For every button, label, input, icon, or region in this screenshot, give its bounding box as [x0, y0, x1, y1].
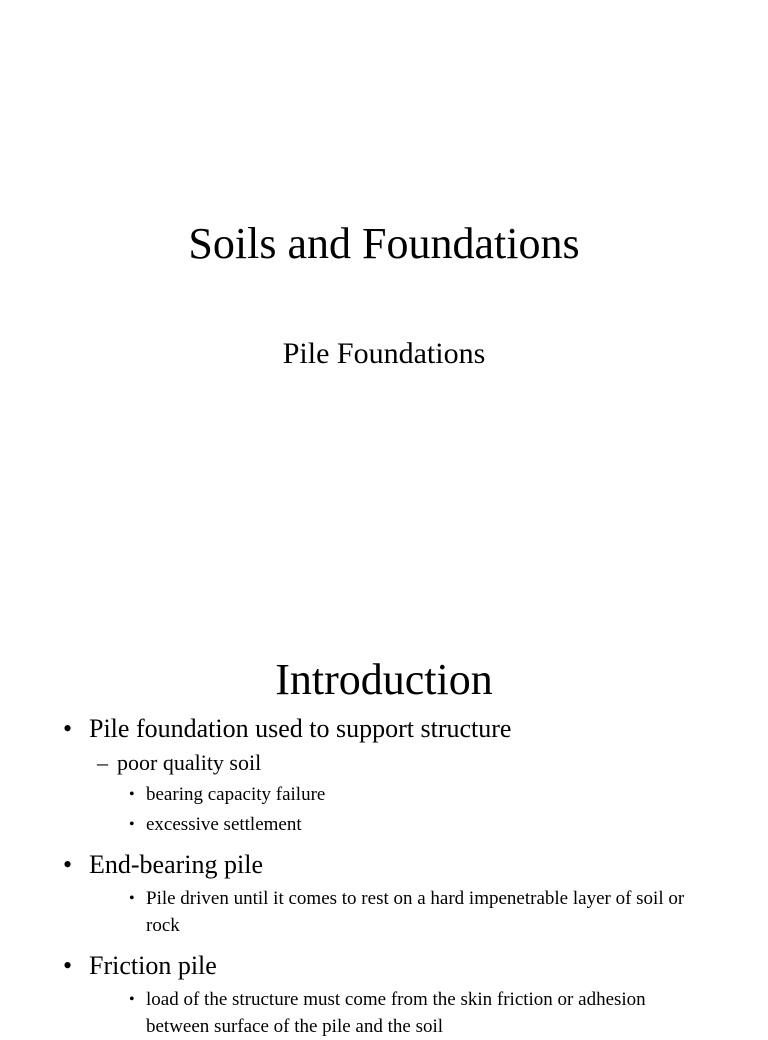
bullet-item [0, 846, 768, 882]
bullet-item [0, 947, 768, 983]
bullet-icon: • [63, 714, 73, 743]
dash-icon: – [97, 750, 108, 775]
bullet-icon: • [129, 816, 135, 833]
bullet-item [0, 748, 768, 778]
bullet-item [0, 811, 768, 838]
bullet-text: Pile driven until it comes to rest on a hard impenetrable layer of soil or rock [146, 888, 685, 936]
bullet-text: End-bearing pile [89, 850, 263, 879]
bullet-icon: • [129, 991, 135, 1008]
bullet-item [0, 710, 768, 746]
slide-subtitle: Pile Foundations [282, 337, 486, 370]
bullet-text: load of the structure must come from the skin friction or adhesion between surface of the pile and the soil [146, 989, 646, 1037]
bullet-text: bearing capacity failure [146, 784, 326, 805]
bullet-icon: • [129, 786, 135, 803]
bullet-item [0, 885, 768, 939]
bullet-item [0, 986, 768, 1040]
slide-title: Soils and Foundations [188, 219, 580, 268]
bullet-text: Pile foundation used to support structure [89, 714, 512, 743]
bullet-list [0, 710, 768, 1040]
introduction-slide [0, 576, 768, 1037]
bullet-icon: • [129, 890, 135, 907]
slide-title: Introduction [275, 655, 493, 704]
bullet-icon: • [63, 850, 73, 879]
bullet-item [0, 781, 768, 808]
bullet-text: Friction pile [89, 951, 217, 980]
bullet-text: excessive settlement [146, 814, 302, 835]
bullet-icon: • [63, 951, 73, 980]
bullet-text: poor quality soil [117, 750, 262, 775]
